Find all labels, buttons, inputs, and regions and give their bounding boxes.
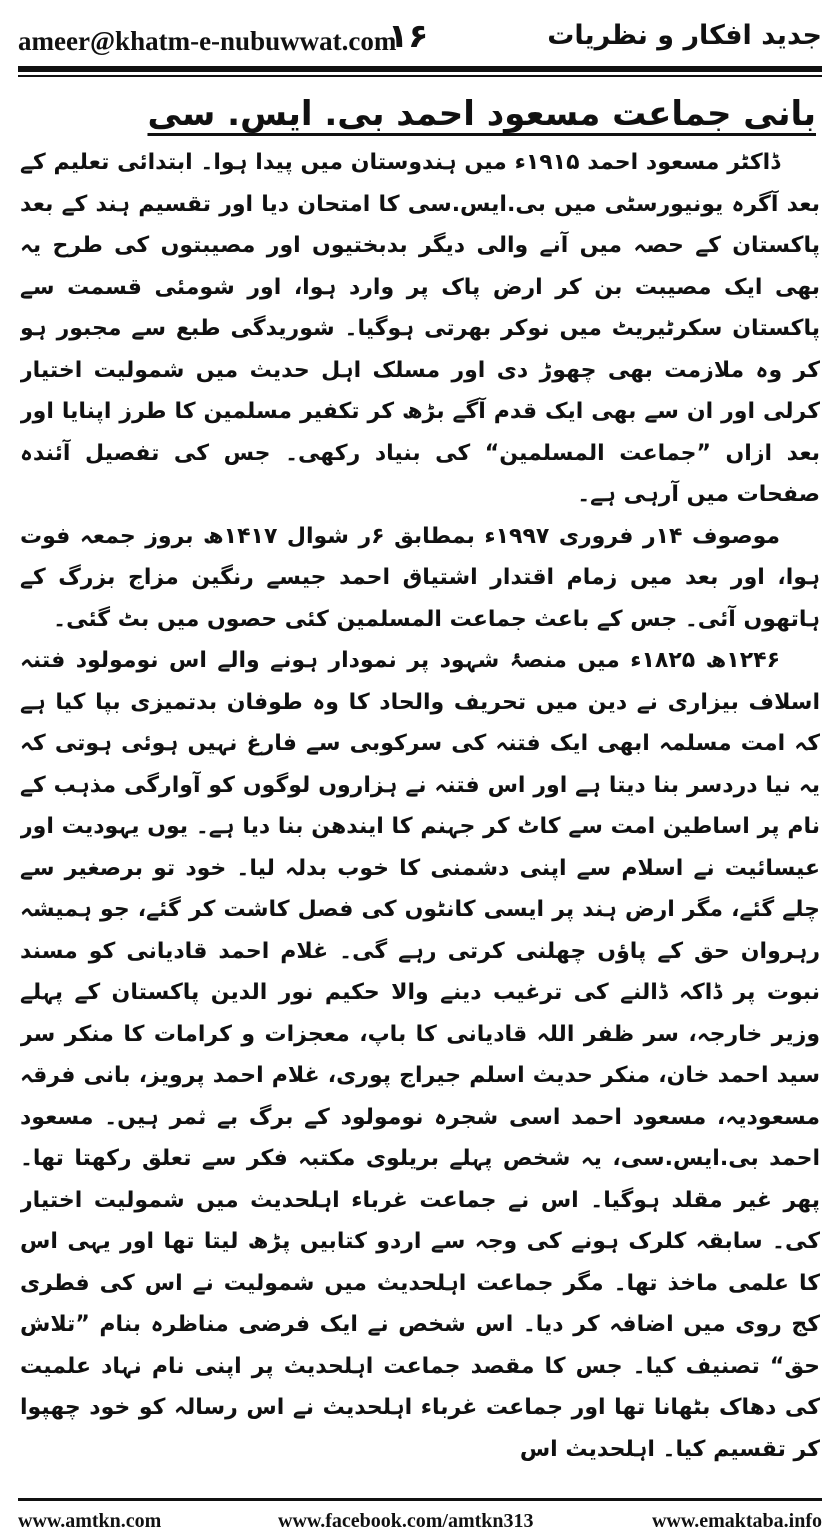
footer-link-amtkn[interactable]: www.amtkn.com bbox=[18, 1510, 162, 1532]
book-title: جدید افکار و نظریات bbox=[547, 20, 822, 51]
header-rule-thin bbox=[18, 75, 822, 77]
paragraph-3: ۱۲۴۶ھ ۱۸۲۵ء میں منصۂ شہود پر نمودار ہونے والے اس نومولود فتنہ اسلاف بیزاری نے دین میں تحریف والحاد کا وہ طوفان بدتمیزی بپا کیا ہے کہ امت مسلمہ ابھی ایک فتنہ کی سرکوبی سے فارغ نہیں ہوئی ہوتی کہ یہ نیا دردسر بنا دیتا ہے اور اس فتنہ نے ہزاروں لوگوں کو آوارگی مذہب کے نام پر اساطین امت سے کاٹ کر جہنم کا ایندھن بنا دیا ہے۔ یوں یہودیت اور عیسائیت نے اسلام سے اپنی دشمنی کا خوب بدلہ لیا۔ خود تو برصغیر سے چلے گئے، مگر ارض ہند پر ایسی کانٹوں کی فصل کاشت کر گئے، جو ہمیشہ رہروان حق کے پاؤں چھلنی کرتی رہے گی۔ غلام احمد قادیانی کو مسند نبوت پر ڈاکہ ڈالنے کی ترغیب دینے والا حکیم نور الدین پاکستان کے پہلے وزیر خارجہ، سر ظفر اللہ قادیانی کا باپ، معجزات و کرامات کا منکر سر سید احمد خان، منکر حدیث اسلم جیراج پوری، غلام احمد پرویز، بانی فرقہ مسعودیہ، مسعود احمد اسی شجرہ نومولود کے برگ بے ثمر ہیں۔ مسعود احمد بی.ایس.سی، یہ شخص پہلے بریلوی مکتبہ فکر سے تعلق رکھتا تھا۔ پھر غیر مقلد ہوگیا۔ اس نے جماعت غرباء اہلحدیث میں شمولیت اختیار کی۔ سابقہ کلرک ہونے کی وجہ سے اردو کتابیں پڑھ لیتا تھا اور یہی اس کا علمی ماخذ تھا۔ مگر جماعت اہلحدیث میں شمولیت نے اس کی فطری کج روی میں اضافہ کر دیا۔ اس شخص نے ایک فرضی مناظرہ بنام ”تلاش حق“ تصنیف کیا۔ جس کا مقصد جماعت اہلحدیث پر اپنی نام نہاد علمیت کی دھاک بٹھانا تھا اور جماعت غرباء اہلحدیث نے اس رسالہ کو خود چھپوا کر تقسیم کیا۔ اہلحدیث اس bbox=[20, 648, 820, 1462]
page-number: ۱۶ bbox=[388, 16, 429, 55]
page-footer bbox=[18, 1508, 822, 1536]
footer-link-emaktaba[interactable]: www.emaktaba.info bbox=[651, 1510, 822, 1532]
header-email[interactable]: ameer@khatm-e-nubuwwat.com bbox=[18, 26, 397, 56]
paragraph-2: موصوف ۱۴ر فروری ۱۹۹۷ء بمطابق ۶ر شوال ۱۴۱۷ھ بروز جمعہ فوت ہوا، اور بعد میں زمام اقتدار اشتیاق احمد جیسے رنگین مزاج بزرگ کے ہاتھوں آئی۔ جس کے باعث جماعت المسلمین کئی حصوں میں بٹ گئی۔ bbox=[20, 523, 820, 632]
paragraph-1: ڈاکٹر مسعود احمد ۱۹۱۵ء میں ہندوستان میں پیدا ہوا۔ ابتدائی تعلیم کے بعد آگرہ یونیورسٹی میں بی.ایس.سی کا امتحان دیا اور تقسیم ہند کے بعد پاکستان کے حصہ میں آنے والی دیگر بدبختیوں اور مصیبتوں کی طرح یہ بھی ایک مصیبت بن کر ارض پاک پر وارد ہوا، اور شومئی قسمت سے پاکستان سکرٹیریٹ میں نوکر بھرتی ہوگیا۔ شوریدگی طبع سے مجبور ہو کر وہ ملازمت بھی چھوڑ دی اور مسلک اہل حدیث میں شمولیت اختیار کرلی اور ان سے بھی ایک قدم آگے بڑھ کر تکفیر مسلمین کا طرز اپنایا اور بعد ازاں ”جماعت المسلمین“ کی بنیاد رکھی۔ جس کی تفصیل آئندہ صفحات میں آرہی ہے۔ bbox=[20, 150, 820, 507]
footer-link-facebook[interactable]: www.facebook.com/amtkn313 bbox=[278, 1510, 534, 1532]
header-rule-thick bbox=[18, 66, 822, 72]
section-title: بانی جماعت مسعود احمد بی. ایس. سی bbox=[147, 94, 816, 134]
page-content bbox=[20, 88, 820, 1492]
page-header bbox=[18, 14, 822, 64]
footer-rule bbox=[18, 1498, 822, 1501]
